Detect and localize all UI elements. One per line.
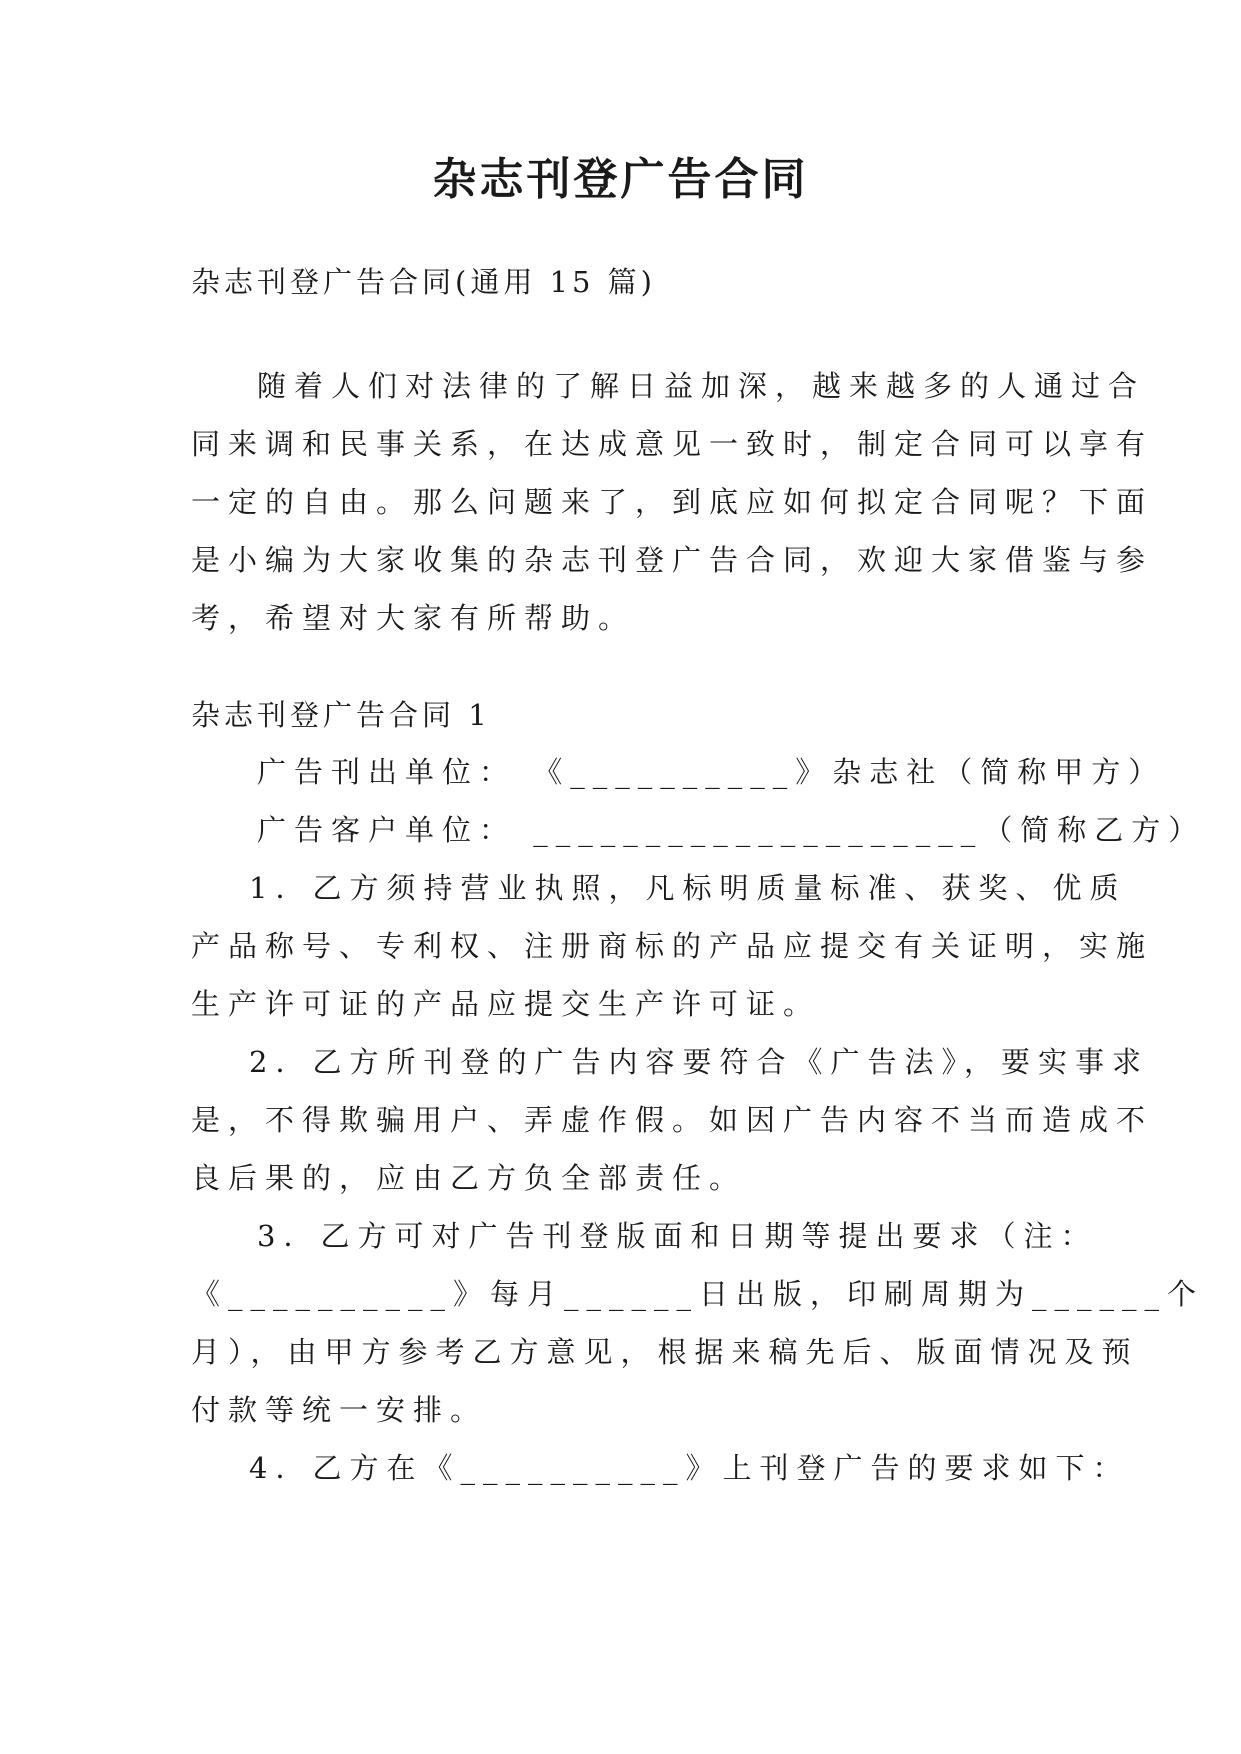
- clause-line-6: 良后果的，应由乙方负全部责任。: [191, 1161, 747, 1195]
- clause-line-5: 是，不得欺骗用户、弄虚作假。如因广告内容不当而造成不: [191, 1103, 1154, 1137]
- clause-line-2: 产品称号、专利权、注册商标的产品应提交有关证明，实施: [191, 929, 1154, 963]
- party-b-line: 广告客户单位： ____________________（简称乙方）: [257, 813, 1206, 847]
- clause-line-10: 付款等统一安排。: [191, 1393, 488, 1427]
- intro-line-3: 一定的自由。那么问题来了，到底应如何拟定合同呢？下面: [191, 485, 1154, 519]
- clause-line-9: 月），由甲方参考乙方意见，根据来稿先后、版面情况及预: [191, 1335, 1139, 1369]
- intro-line-4: 是小编为大家收集的杂志刊登广告合同，欢迎大家借鉴与参: [191, 543, 1154, 577]
- intro-line-1: 随着人们对法律的了解日益加深，越来越多的人通过合: [257, 369, 1146, 403]
- document-subtitle: 杂志刊登广告合同(通用 15 篇): [191, 265, 656, 299]
- document-title: 杂志刊登广告合同: [432, 154, 809, 205]
- intro-line-5: 考，希望对大家有所帮助。: [191, 601, 636, 635]
- party-a-line: 广告刊出单位： 《__________》杂志社（简称甲方）: [257, 755, 1166, 789]
- clause-line-7: 3．乙方可对广告刊登版面和日期等提出要求（注：: [257, 1219, 1098, 1253]
- clause-line-8: 《__________》每月______日出版，印刷周期为______个: [191, 1277, 1205, 1311]
- clause-line-11: 4．乙方在《__________》上刊登广告的要求如下：: [249, 1451, 1130, 1485]
- clause-line-4: 2．乙方所刊登的广告内容要符合《广告法》，要实事求: [249, 1045, 1149, 1079]
- clause-line-1: 1．乙方须持营业执照，凡标明质量标准、获奖、优质: [249, 871, 1127, 905]
- clause-line-3: 生产许可证的产品应提交生产许可证。: [191, 987, 821, 1021]
- section-heading: 杂志刊登广告合同 1: [191, 698, 491, 732]
- intro-line-2: 同来调和民事关系，在达成意见一致时，制定合同可以享有: [191, 427, 1154, 461]
